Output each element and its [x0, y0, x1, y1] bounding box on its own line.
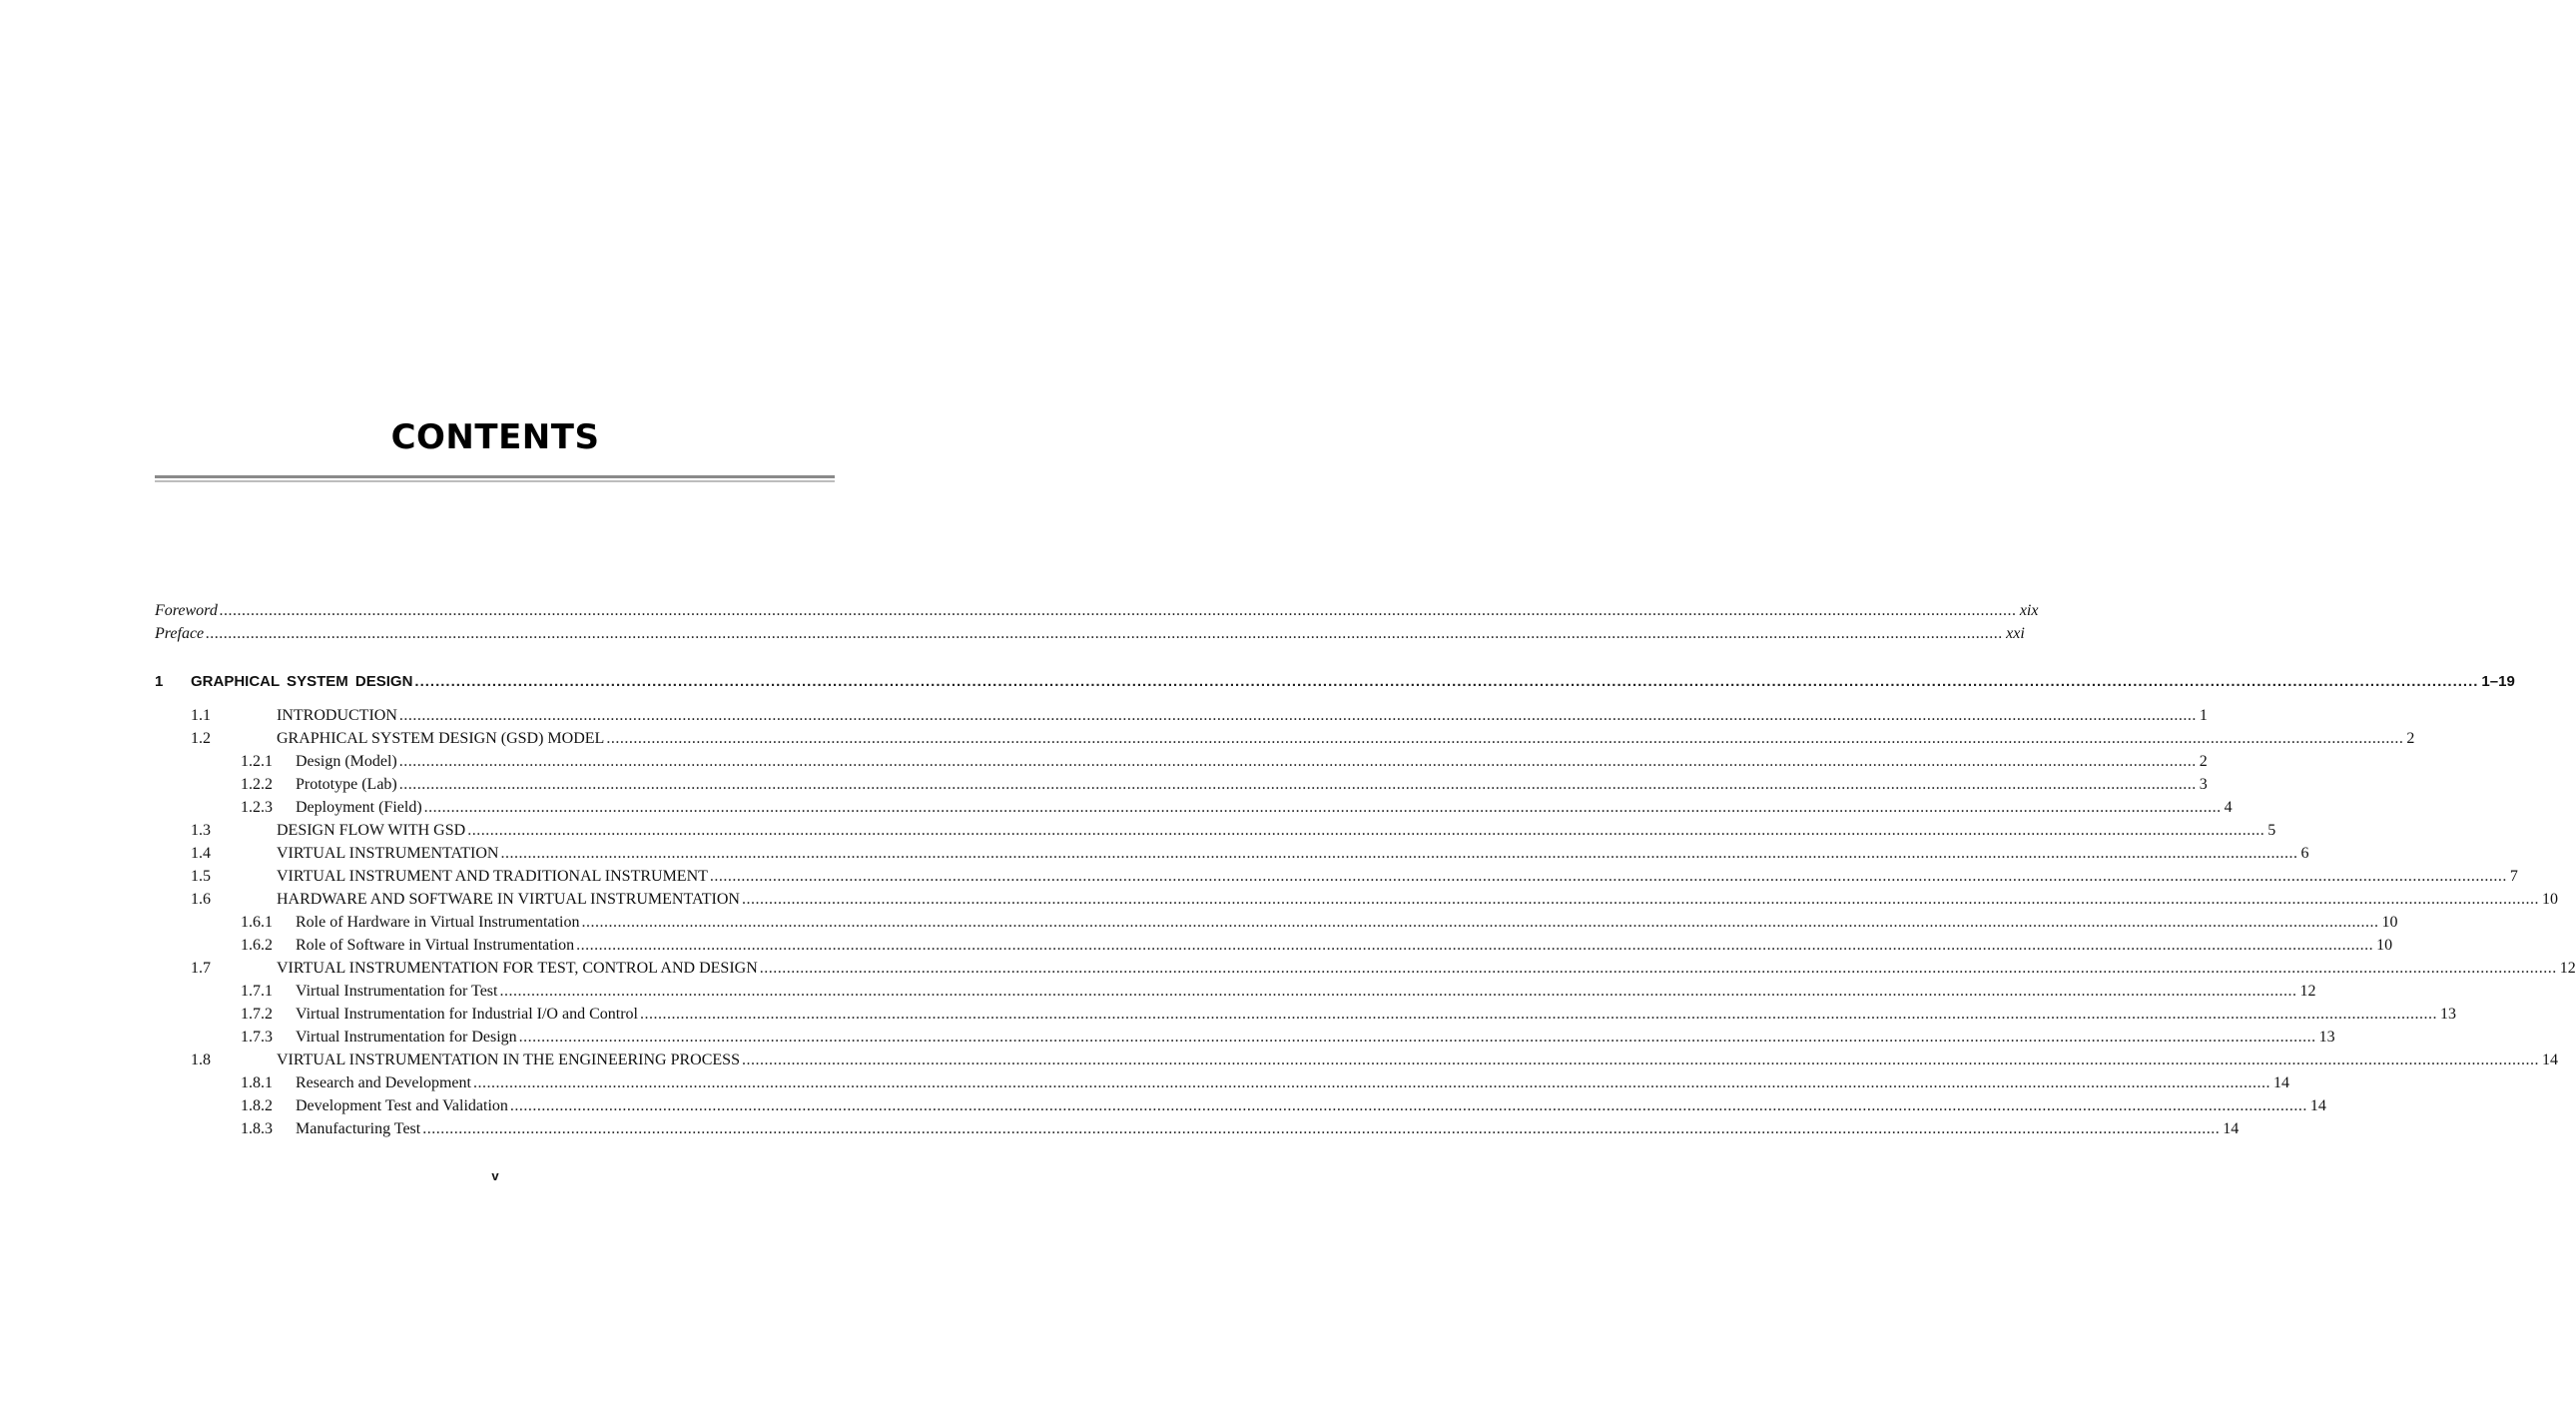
dot-leader: ................................................................................................................................................................................................................................................................................................................................................................................................................ — [759, 960, 2557, 977]
toc-entry-page: 13 — [2316, 1026, 2335, 1049]
toc-entry-text: Role of Software in Virtual Instrumentation — [296, 937, 575, 954]
toc-entry-text: HARDWARE AND SOFTWARE IN VIRTUAL INSTRUMENTATION — [277, 891, 740, 908]
toc-entry-number: 1.2.1 — [241, 753, 273, 770]
toc-entry-page: xix — [2017, 599, 2039, 622]
toc-entry-number: 1.5 — [191, 868, 211, 885]
title-rule — [155, 475, 835, 478]
chapter-pages: 1–19 — [2478, 670, 2514, 694]
toc-entry-number: 1.3 — [191, 822, 211, 839]
toc-entry-title: Foreword — [155, 599, 220, 622]
toc-entry-page: 13 — [2437, 1003, 2456, 1026]
toc-entry[interactable] — [155, 727, 2415, 750]
toc-entry-number: 1.6.2 — [241, 937, 273, 954]
dot-leader: ................................................................................................................................................................................................................................................................................................................................................................................................................ — [709, 868, 2507, 885]
toc-entry-title — [241, 1117, 422, 1140]
table-of-contents — [155, 599, 2576, 1140]
toc-entry-title — [241, 1026, 519, 1049]
toc-entry-text: Prototype (Lab) — [296, 776, 397, 793]
toc-entry[interactable] — [155, 796, 2233, 819]
toc-entry-page: 14 — [2270, 1071, 2289, 1094]
toc-entry-text: Role of Hardware in Virtual Instrumentation — [296, 914, 580, 931]
toc-entry-number: 1.7.1 — [241, 983, 273, 1000]
dot-leader: ................................................................................................................................................................................................................................................................................................................................................................................................................ — [741, 1051, 2539, 1068]
toc-entry[interactable] — [155, 1026, 2335, 1049]
dot-leader: ................................................................................................................................................................................................................................................................................................................................................................................................................ — [423, 799, 2222, 816]
toc-entry-preface[interactable] — [155, 622, 2025, 645]
toc-entry-page: 6 — [2297, 842, 2308, 865]
dot-leader: ................................................................................................................................................................................................................................................................................................................................................................................................................ — [398, 707, 2197, 724]
toc-entry-page: 4 — [2222, 796, 2233, 819]
toc-entry-text: INTRODUCTION — [277, 707, 397, 724]
dot-leader: ................................................................................................................................................................................................................................................................................................................................................................................................................ — [422, 1120, 2221, 1137]
section-list — [155, 704, 2576, 1140]
toc-entry[interactable] — [155, 1071, 2289, 1094]
toc-entry-title — [241, 934, 576, 957]
toc-entry-number: 1.2.2 — [241, 776, 273, 793]
toc-entry-page: 14 — [2220, 1117, 2239, 1140]
toc-entry[interactable] — [155, 750, 2208, 773]
dot-leader: ................................................................................................................................................................................................................................................................................................................................................................................................................ — [206, 625, 2004, 642]
toc-entry-number: 1.7 — [191, 960, 211, 977]
toc-entry-page: xxi — [2003, 622, 2025, 645]
toc-entry[interactable] — [155, 1094, 2326, 1117]
toc-entry-title — [241, 796, 424, 819]
toc-entry-text: VIRTUAL INSTRUMENTATION — [277, 845, 499, 862]
toc-entry[interactable] — [155, 819, 2276, 842]
toc-entry-title — [241, 1003, 640, 1026]
toc-entry-title — [241, 911, 581, 934]
toc-entry-title — [241, 773, 399, 796]
toc-entry-page: 14 — [2307, 1094, 2326, 1117]
toc-entry-text: Manufacturing Test — [296, 1120, 421, 1137]
toc-entry-title — [191, 704, 399, 727]
toc-entry-title — [191, 1049, 742, 1071]
toc-entry-text: DESIGN FLOW WITH GSD — [277, 822, 466, 839]
dot-leader: ................................................................................................................................................................................................................................................................................................................................................................................................................ — [606, 730, 2404, 747]
toc-entry-page: 10 — [2373, 934, 2392, 957]
page-title: CONTENTS — [390, 417, 600, 457]
dot-leader: ................................................................................................................................................................................................................................................................................................................................................................................................................ — [500, 845, 2298, 862]
toc-entry-page: 1 — [2197, 704, 2208, 727]
toc-entry-text: VIRTUAL INSTRUMENTATION IN THE ENGINEERING PROCESS — [277, 1051, 740, 1068]
toc-entry-text: VIRTUAL INSTRUMENT AND TRADITIONAL INSTRUMENT — [277, 868, 708, 885]
chapter-heading — [155, 670, 414, 694]
toc-entry-title — [241, 1071, 473, 1094]
toc-entry-page: 10 — [2539, 888, 2558, 911]
toc-entry-title — [191, 957, 760, 980]
toc-entry-text: Virtual Instrumentation for Design — [296, 1029, 517, 1046]
toc-entry-number: 1.2 — [191, 730, 211, 747]
toc-entry[interactable] — [155, 911, 2398, 934]
toc-entry-page: 2 — [2197, 750, 2208, 773]
toc-entry[interactable] — [155, 773, 2208, 796]
dot-leader: ................................................................................................................................................................................................................................................................................................................................................................................................................ — [499, 983, 2297, 1000]
toc-entry-number: 1.7.3 — [241, 1029, 273, 1046]
toc-entry-foreword[interactable] — [155, 599, 2039, 622]
toc-entry-text: Deployment (Field) — [296, 799, 422, 816]
toc-entry-page: 5 — [2264, 819, 2275, 842]
page-number: v — [491, 1168, 499, 1183]
toc-entry-title — [241, 980, 499, 1003]
toc-entry-title: Preface — [155, 622, 206, 645]
toc-entry-text: GRAPHICAL SYSTEM DESIGN (GSD) MODEL — [277, 730, 605, 747]
toc-entry-text: Design (Model) — [296, 753, 397, 770]
toc-entry-page: 12 — [2557, 957, 2576, 980]
toc-entry-number: 1.8.3 — [241, 1120, 273, 1137]
toc-entry-page: 7 — [2507, 865, 2518, 888]
toc-entry[interactable] — [155, 842, 2309, 865]
toc-entry-page: 3 — [2197, 773, 2208, 796]
toc-entry[interactable] — [155, 934, 2393, 957]
toc-entry[interactable] — [155, 957, 2576, 980]
dot-leader: ................................................................................................................................................................................................................................................................................................................................................................................................................ — [414, 673, 2479, 690]
toc-entry-number: 1.8.2 — [241, 1097, 273, 1114]
toc-entry-number: 1.6.1 — [241, 914, 273, 931]
toc-entry-number: 1.7.2 — [241, 1006, 273, 1023]
toc-entry-text: Virtual Instrumentation for Industrial I/O and Control — [296, 1006, 638, 1023]
toc-entry-text: Development Test and Validation — [296, 1097, 508, 1114]
toc-entry-text: VIRTUAL INSTRUMENTATION FOR TEST, CONTROL AND DESIGN — [277, 960, 758, 977]
dot-leader: ................................................................................................................................................................................................................................................................................................................................................................................................................ — [509, 1097, 2307, 1114]
dot-leader: ................................................................................................................................................................................................................................................................................................................................................................................................................ — [219, 602, 2017, 619]
dot-leader: ................................................................................................................................................................................................................................................................................................................................................................................................................ — [518, 1029, 2316, 1046]
toc-entry-page: 12 — [2296, 980, 2315, 1003]
toc-entry-text: Virtual Instrumentation for Test — [296, 983, 498, 1000]
dot-leader: ................................................................................................................................................................................................................................................................................................................................................................................................................ — [398, 776, 2197, 793]
toc-entry-page: 14 — [2539, 1049, 2558, 1071]
dot-leader: ................................................................................................................................................................................................................................................................................................................................................................................................................ — [741, 891, 2539, 908]
dot-leader: ................................................................................................................................................................................................................................................................................................................................................................................................................ — [472, 1074, 2270, 1091]
dot-leader: ................................................................................................................................................................................................................................................................................................................................................................................................................ — [581, 914, 2379, 931]
toc-entry[interactable] — [155, 1117, 2240, 1140]
toc-entry-title — [241, 750, 399, 773]
toc-entry-number: 1.1 — [191, 707, 211, 724]
dot-leader: ................................................................................................................................................................................................................................................................................................................................................................................................................ — [467, 822, 2265, 839]
toc-entry-number: 1.2.3 — [241, 799, 273, 816]
toc-chapter-1[interactable] — [155, 670, 2515, 694]
toc-entry-number: 1.8.1 — [241, 1074, 273, 1091]
toc-entry-title — [191, 888, 742, 911]
toc-entry-number: 1.4 — [191, 845, 211, 862]
toc-entry-number: 1.6 — [191, 891, 211, 908]
toc-entry[interactable] — [155, 888, 2558, 911]
chapter-number: 1 — [155, 673, 164, 690]
toc-entry-title — [241, 1094, 510, 1117]
dot-leader: ................................................................................................................................................................................................................................................................................................................................................................................................................ — [639, 1006, 2437, 1023]
toc-entry-title — [191, 727, 606, 750]
chapter-title: GRAPHICAL SYSTEM DESIGN — [191, 673, 413, 690]
toc-entry[interactable] — [155, 1049, 2558, 1071]
dot-leader: ................................................................................................................................................................................................................................................................................................................................................................................................................ — [398, 753, 2197, 770]
dot-leader: ................................................................................................................................................................................................................................................................................................................................................................................................................ — [576, 937, 2374, 954]
toc-entry[interactable] — [155, 704, 2208, 727]
toc-entry-page: 10 — [2378, 911, 2397, 934]
toc-entry-page: 2 — [2403, 727, 2414, 750]
toc-entry-title — [191, 865, 710, 888]
toc-entry[interactable] — [155, 1003, 2456, 1026]
toc-entry-title — [191, 819, 467, 842]
toc-entry-number: 1.8 — [191, 1051, 211, 1068]
toc-entry[interactable] — [155, 980, 2316, 1003]
toc-entry-text: Research and Development — [296, 1074, 471, 1091]
title-rule-secondary — [155, 480, 835, 482]
toc-entry-title — [191, 842, 500, 865]
toc-entry[interactable] — [155, 865, 2518, 888]
